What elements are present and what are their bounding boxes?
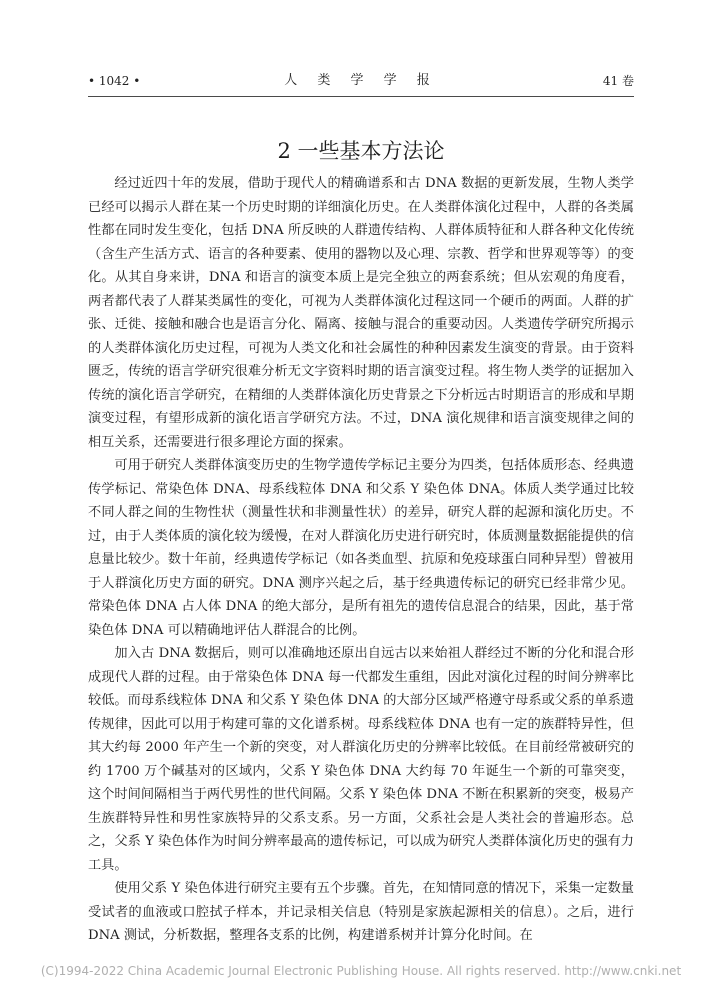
paragraph: 经过近四十年的发展，借助于现代人的精确谱系和古 DNA 数据的更新发展，生物人类学已经可以揭示人群在某一个历史时期的详细演化历史。在人类群体演化过程中，人群的各类属性都在同时发生变化，包括 DNA 所反映的人群遗传结构、人群体质特征和人群各种文化传统（含生产生活方式、语言的各种要素、使用的器物以及心理、宗教、哲学和世界观等等）的变化。从其自身来讲，DNA 和语言的演变本质上是完全独立的两套系统；但从宏观的角度看，两者都代表了人群某类属性的变化，可视为人类群体演化过程这同一个硬币的两面。人群的扩张、迁徙、接触和融合也是语言分化、隔离、接触与混合的重要动因。人类遗传学研究所揭示的人类群体演化历史过程，可视为人类文化和社会属性的种种因素发生演变的背景。由于资料匮乏，传统的语言学研究很难分析无文字资料时期的语言演变过程。将生物人类学的证据加入传统的演化语言学研究，在精细的人类群体演化历史背景之下分析远古时期语言的形成和早期演变过程，有望形成新的演化语言学研究方法。不过，DNA 演化规律和语言演变规律之间的相互关系，还需要进行很多理论方面的探索。 bbox=[88, 176, 634, 450]
header-divider bbox=[88, 96, 634, 97]
paragraph: 使用父系 Y 染色体进行研究主要有五个步骤。首先，在知情同意的情况下，采集一定数量受试者的血液或口腔拭子样本，并记录相关信息（特别是家族起源相关的信息）。之后，进行 DNA 测试，分析数据，整理各支系的比例，构建谱系树并计算分化时间。在 bbox=[88, 881, 634, 943]
journal-title: 人 类 学 学 报 bbox=[284, 73, 438, 88]
paragraph: 加入古 DNA 数据后，则可以准确地还原出自远古以来始祖人群经过不断的分化和混合形成现代人群的过程。由于常染色体 DNA 每一代都发生重组，因此对演化过程的时间分辨率比较低。而母系线粒体 DNA 和父系 Y 染色体 DNA 的大部分区域严格遵守母系或父系的单系遗传规律，因此可以用于构建可靠的文化谱系树。母系线粒体 DNA 也有一定的族群特异性，但其大约每 2000 年产生一个新的突变，对人群演化历史的分辨率比较低。在目前经常被研究的约 1700 万个碱基对的区域内，父系 Y 染色体 DNA 大约每 70 年诞生一个新的可靠突变，这个时间间隔相当于两代男性的世代间隔。父系 Y 染色体 DNA 不断在积累新的突变，极易产生族群特异性和男性家族特异的父系支系。另一方面，父系社会是人类社会的普遍形态。总之，父系 Y 染色体作为时间分辨率最高的遗传标记，可以成为研究人类群体演化历史的强有力工具。 bbox=[88, 646, 634, 873]
copyright-footer: (C)1994-2022 China Academic Journal Electronic Publishing House. All rights reserved. http://www.cnki.net bbox=[40, 964, 682, 978]
running-header bbox=[88, 73, 634, 95]
section-title: 2 一些基本方法论 bbox=[277, 139, 445, 164]
page-number: • 1042 • bbox=[88, 74, 141, 88]
volume-label: 41 卷 bbox=[602, 74, 634, 88]
paragraph: 可用于研究人类群体演变历史的生物学遗传学标记主要分为四类，包括体质形态、经典遗传学标记、常染色体 DNA、母系线粒体 DNA 和父系 Y 染色体 DNA。体质人类学通过比较不同人群之间的生物性状（测量性状和非测量性状）的差异，研究人群的起源和演化历史。不过，由于人类体质的演化较为缓慢，在对人群演化历史进行研究时，体质测量数据能提供的信息量比较少。数十年前，经典遗传学标记（如各类血型、抗原和免疫球蛋白同种异型）曾被用于人群演化历史方面的研究。DNA 测序兴起之后，基于经典遗传标记的研究已经非常少见。常染色体 DNA 占人体 DNA 的绝大部分，是所有祖先的遗传信息混合的结果，因此，基于常染色体 DNA 可以精确地评估人群混合的比例。 bbox=[88, 458, 634, 638]
article-body bbox=[88, 172, 634, 948]
